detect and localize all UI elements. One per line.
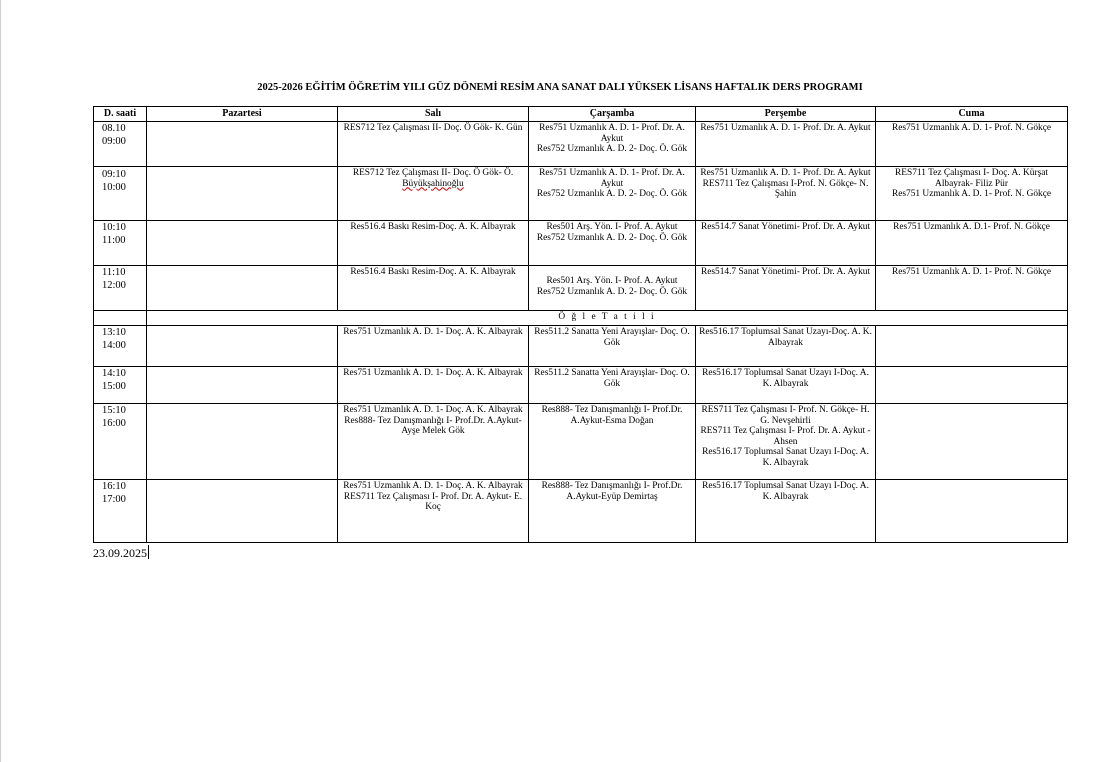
- tuesday-cell: Res751 Uzmanlık A. D. 1- Doç. A. K. Albayrak: [338, 326, 529, 367]
- date-text: 23.09.2025: [93, 546, 147, 560]
- header-tuesday: Salı: [338, 107, 529, 122]
- thursday-cell: RES711 Tez Çalışması I- Prof. N. Gökçe- H. G. Nevşehirli RES711 Tez Çalışması I- Prof. Dr. A. Aykut -Ahsen Res516.17 Toplumsal Sanat Uzayı I-Doç. A. K. Albayrak: [696, 404, 876, 480]
- table-row: [94, 367, 1068, 404]
- wednesday-cell: Res501 Arş. Yön. I- Prof. A. Aykut Res752 Uzmanlık A. D. 2- Doç. Ö. Gök: [529, 266, 696, 311]
- header-monday: Pazartesi: [147, 107, 338, 122]
- document-title: 2025-2026 EĞİTİM ÖĞRETİM YILI GÜZ DÖNEMİ RESİM ANA SANAT DALI YÜKSEK LİSANS HAFTALIK DERS PROGRAMI: [257, 82, 863, 93]
- time-cell: 14:10 15:00: [94, 367, 147, 404]
- thursday-cell: Res516.17 Toplumsal Sanat Uzayı-Doç. A. K. Albayrak: [696, 326, 876, 367]
- friday-cell: Res751 Uzmanlık A. D. 1- Prof. N. Gökçe: [876, 266, 1068, 311]
- monday-cell: [147, 480, 338, 543]
- wednesday-cell: Res511.2 Sanatta Yeni Arayışlar- Doç. O. Gök: [529, 326, 696, 367]
- table-row: [94, 266, 1068, 311]
- friday-cell: RES711 Tez Çalışması I- Doç. A. Kürşat Albayrak- Filiz Pür Res751 Uzmanlık A. D. 1- Prof. N. Gökçe: [876, 167, 1068, 221]
- thursday-cell: Res751 Uzmanlık A. D. 1- Prof. Dr. A. Aykut: [696, 122, 876, 167]
- header-thursday: Perşembe: [696, 107, 876, 122]
- time-cell: 11:10 12:00: [94, 266, 147, 311]
- header-row: [94, 107, 1068, 122]
- monday-cell: [147, 221, 338, 266]
- friday-cell: Res751 Uzmanlık A. D.1- Prof. N. Gökçe: [876, 221, 1068, 266]
- friday-cell: [876, 480, 1068, 543]
- time-cell: 13:10 14:00: [94, 326, 147, 367]
- tuesday-cell: Res751 Uzmanlık A. D. 1- Doç. A. K. Albayrak Res888- Tez Danışmanlığı I- Prof.Dr. A.Aykut-Ayşe Melek Gök: [338, 404, 529, 480]
- time-cell: 09:10 10:00: [94, 167, 147, 221]
- text-cursor: [148, 545, 149, 559]
- header-friday: Cuma: [876, 107, 1068, 122]
- table-row: [94, 122, 1068, 167]
- header-wednesday: Çarşamba: [529, 107, 696, 122]
- tuesday-cell: RES712 Tez Çalışması II- Doç. Ö Gök- K. Gün: [338, 122, 529, 167]
- tuesday-cell: Res516.4 Baskı Resim-Doç. A. K. Albayrak: [338, 221, 529, 266]
- monday-cell: [147, 404, 338, 480]
- monday-cell: [147, 167, 338, 221]
- wednesday-cell: Res501 Arş. Yön. I- Prof. A. Aykut Res752 Uzmanlık A. D. 2- Doç. Ö. Gök: [529, 221, 696, 266]
- tuesday-cell: Res516.4 Baskı Resim-Doç. A. K. Albayrak: [338, 266, 529, 311]
- time-cell: 10:10 11:00: [94, 221, 147, 266]
- tuesday-cell: Res751 Uzmanlık A. D. 1- Doç. A. K. Albayrak: [338, 367, 529, 404]
- header-time: D. saati: [94, 107, 147, 122]
- lunch-row: [94, 311, 1068, 326]
- table-row: [94, 404, 1068, 480]
- tuesday-cell: Res751 Uzmanlık A. D. 1- Doç. A. K. Albayrak RES711 Tez Çalışması I- Prof. Dr. A. Aykut- E. Koç: [338, 480, 529, 543]
- time-cell: [94, 311, 147, 326]
- lunch-break-label: Ö ğ l e T a t i l i: [147, 311, 1068, 326]
- wednesday-cell: Res888- Tez Danışmanlığı I- Prof.Dr. A.Aykut-Esma Doğan: [529, 404, 696, 480]
- monday-cell: [147, 122, 338, 167]
- friday-cell: [876, 367, 1068, 404]
- table-row: [94, 480, 1068, 543]
- thursday-cell: Res516.17 Toplumsal Sanat Uzayı I-Doç. A. K. Albayrak: [696, 367, 876, 404]
- thursday-cell: Res514.7 Sanat Yönetimi- Prof. Dr. A. Aykut: [696, 221, 876, 266]
- page-edge: [0, 0, 1, 762]
- tuesday-cell: RES712 Tez Çalışması II- Doç. Ö Gök- Ö. Büyükşahinoğlu: [338, 167, 529, 221]
- table-row: [94, 326, 1068, 367]
- friday-cell: [876, 404, 1068, 480]
- friday-cell: [876, 326, 1068, 367]
- monday-cell: [147, 367, 338, 404]
- thursday-cell: Res514.7 Sanat Yönetimi- Prof. Dr. A. Aykut: [696, 266, 876, 311]
- time-cell: 16:10 17:00: [94, 480, 147, 543]
- thursday-cell: Res751 Uzmanlık A. D. 1- Prof. Dr. A. Aykut RES711 Tez Çalışması I-Prof. N. Gökçe- N. Şahin: [696, 167, 876, 221]
- monday-cell: [147, 326, 338, 367]
- time-cell: 15:10 16:00: [94, 404, 147, 480]
- thursday-cell: Res516.17 Toplumsal Sanat Uzayı I-Doç. A. K. Albayrak: [696, 480, 876, 543]
- friday-cell: Res751 Uzmanlık A. D. 1- Prof. N. Gökçe: [876, 122, 1068, 167]
- monday-cell: [147, 266, 338, 311]
- table-row: [94, 221, 1068, 266]
- wednesday-cell: Res888- Tez Danışmanlığı I- Prof.Dr. A.Aykut-Eyüp Demirtaş: [529, 480, 696, 543]
- schedule-table: [93, 106, 1068, 543]
- table-row: [94, 167, 1068, 221]
- time-cell: 08.10 09:00: [94, 122, 147, 167]
- wednesday-cell: Res511.2 Sanatta Yeni Arayışlar- Doç. O. Gök: [529, 367, 696, 404]
- wednesday-cell: Res751 Uzmanlık A. D. 1- Prof. Dr. A. Aykut Res752 Uzmanlık A. D. 2- Doç. Ö. Gök: [529, 122, 696, 167]
- document-date[interactable]: [93, 545, 149, 561]
- wednesday-cell: Res751 Uzmanlık A. D. 1- Prof. Dr. A. Aykut Res752 Uzmanlık A. D. 2- Doç. Ö. Gök: [529, 167, 696, 221]
